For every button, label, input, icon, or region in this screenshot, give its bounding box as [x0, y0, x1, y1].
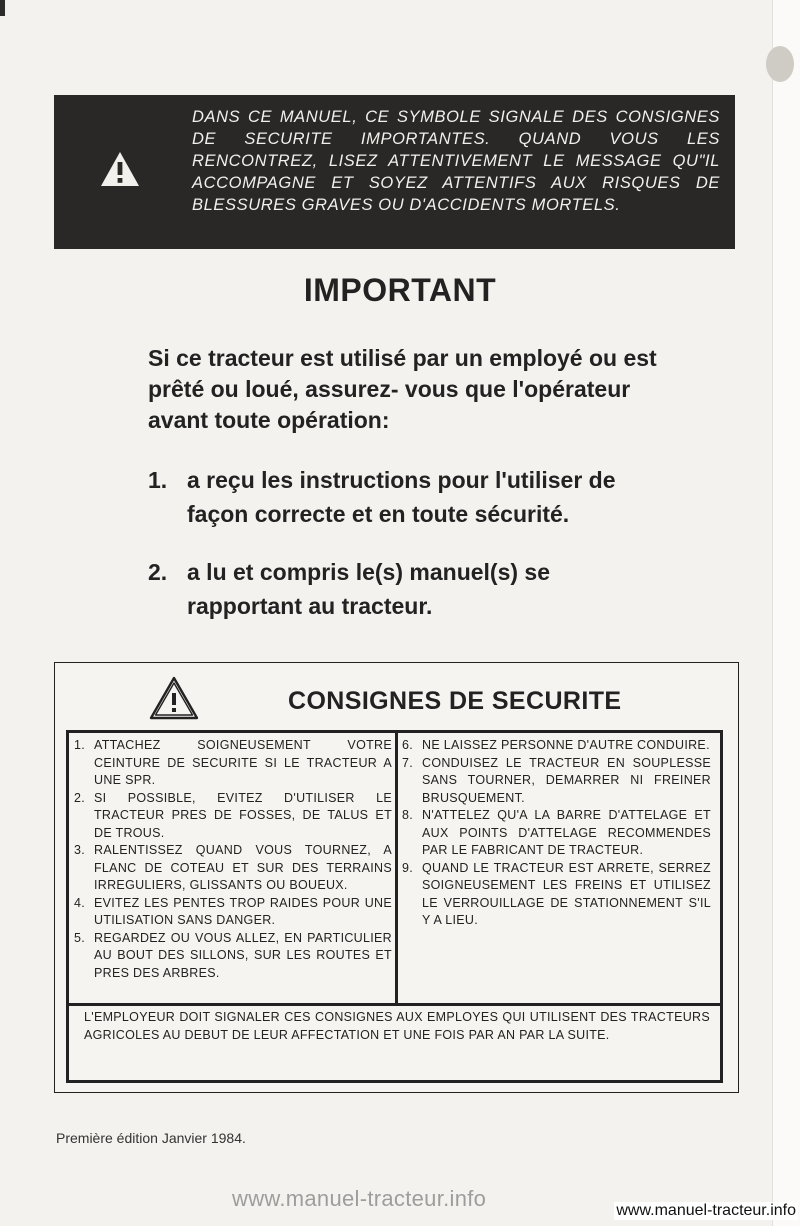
safety-rule [74, 842, 392, 895]
warning-triangle-icon [100, 151, 140, 187]
rule-number: 5. [74, 930, 86, 945]
intro-paragraph: Si ce tracteur est utilisé par un employé ou est prêté ou loué, assurez- vous que l'opérateur avant toute opération: [148, 345, 657, 433]
rules-column-right [402, 737, 711, 930]
safety-rule [74, 930, 392, 983]
safety-title: CONSIGNES DE SECURITE [288, 687, 622, 715]
safety-rule [402, 860, 711, 930]
rule-text: ATTACHEZ SOIGNEUSEMENT VOTRE CEINTURE DE SECURITE SI LE TRACTEUR A UNE SPR. [94, 738, 392, 787]
employer-notice: L'EMPLOYEUR DOIT SIGNALER CES CONSIGNES AUX EMPLOYES QUI UTILISENT DES TRACTEURS AGRICOLES AU DEBUT DE LEUR AFFECTATION ET UNE FOIS PAR AN PAR LA SUITE. [84, 1010, 710, 1042]
binder-punch-hole [766, 46, 794, 82]
rule-number: 7. [402, 755, 414, 770]
safety-rule [74, 790, 392, 843]
warning-banner [54, 95, 735, 249]
condition-text: a lu et compris le(s) manuel(s) se rapportant au tracteur. [187, 559, 551, 619]
safety-instructions-box [54, 662, 739, 1093]
important-heading: IMPORTANT [303, 272, 497, 308]
banner-text: DANS CE MANUEL, CE SYMBOLE SIGNALE DES CONSIGNES DE SECURITE IMPORTANTES. QUAND VOUS LES RENCONTREZ, LISEZ ATTENTIVEMENT LE MESSAGE QU"IL ACCOMPAGNE ET SOYEZ ATTENTIFS AUX RISQUES DE BLESSURES GRAVES OU D'ACCIDENTS MORTELS. [192, 108, 720, 214]
safety-rule [402, 755, 711, 808]
warning-triangle-outline-icon [148, 675, 200, 721]
scan-edge-mark [0, 0, 5, 16]
condition-number: 1. [148, 467, 168, 493]
page-right-strip [772, 0, 800, 1226]
watermark-right: www.manuel-tracteur.info [616, 1202, 796, 1219]
safety-rule [74, 895, 392, 930]
safety-rule [402, 737, 711, 755]
safety-rule [402, 807, 711, 860]
condition-text: a reçu les instructions pour l'utiliser de façon correcte et en toute sécurité. [187, 467, 616, 527]
rule-number: 3. [74, 843, 86, 857]
rule-text: SI POSSIBLE, EVITEZ D'UTILISER LE TRACTEUR PRES DE FOSSES, DE TALUS ET DE TROUS. [94, 790, 392, 840]
rule-number: 4. [74, 895, 86, 910]
rules-column-left [74, 737, 392, 982]
rule-text: QUAND LE TRACTEUR EST ARRETE, SERREZ SOIGNEUSEMENT LES FREINS ET UTILISEZ LE VERROUILLAGE DE STATIONNEMENT S'IL Y A LIEU. [422, 860, 711, 927]
rule-text: EVITEZ LES PENTES TROP RAIDES POUR UNE UTILISATION SANS DANGER. [94, 895, 392, 927]
rule-number: 1. [74, 738, 86, 752]
rule-text: REGARDEZ OU VOUS ALLEZ, EN PARTICULIER AU BOUT DES SILLONS, SUR LES ROUTES ET PRES DES ARBRES. [94, 930, 392, 980]
rule-number: 6. [402, 738, 414, 752]
rule-text: NE LAISSEZ PERSONNE D'AUTRE CONDUIRE. [422, 738, 710, 752]
rule-number: 9. [402, 860, 414, 875]
edition-note: Première édition Janvier 1984. [56, 1130, 246, 1146]
rule-number: 8. [402, 808, 414, 822]
rule-text: RALENTISSEZ QUAND VOUS TOURNEZ, A FLANC DE COTEAU ET SUR DES TERRAINS IRREGULIERS, GLISSANTS OU BOUEUX. [94, 843, 392, 892]
condition-item [148, 555, 668, 623]
safety-rules-frame [66, 730, 723, 1083]
watermark-center: www.manuel-tracteur.info [232, 1186, 487, 1211]
safety-rule [74, 737, 392, 790]
rule-text: N'ATTELEZ QU'A LA BARRE D'ATTELAGE ET AUX POINTS D'ATTELAGE RECOMMENDES PAR LE FABRICANT DE TRACTEUR. [422, 808, 711, 857]
footer-divider [69, 1003, 720, 1006]
rule-text: CONDUISEZ LE TRACTEUR EN SOUPLESSE SANS TOURNER, DEMARRER NI FREINER BRUSQUEMENT. [422, 755, 711, 805]
condition-item [148, 463, 668, 531]
rule-number: 2. [74, 790, 86, 805]
condition-number: 2. [148, 559, 168, 585]
column-divider [395, 733, 398, 1003]
